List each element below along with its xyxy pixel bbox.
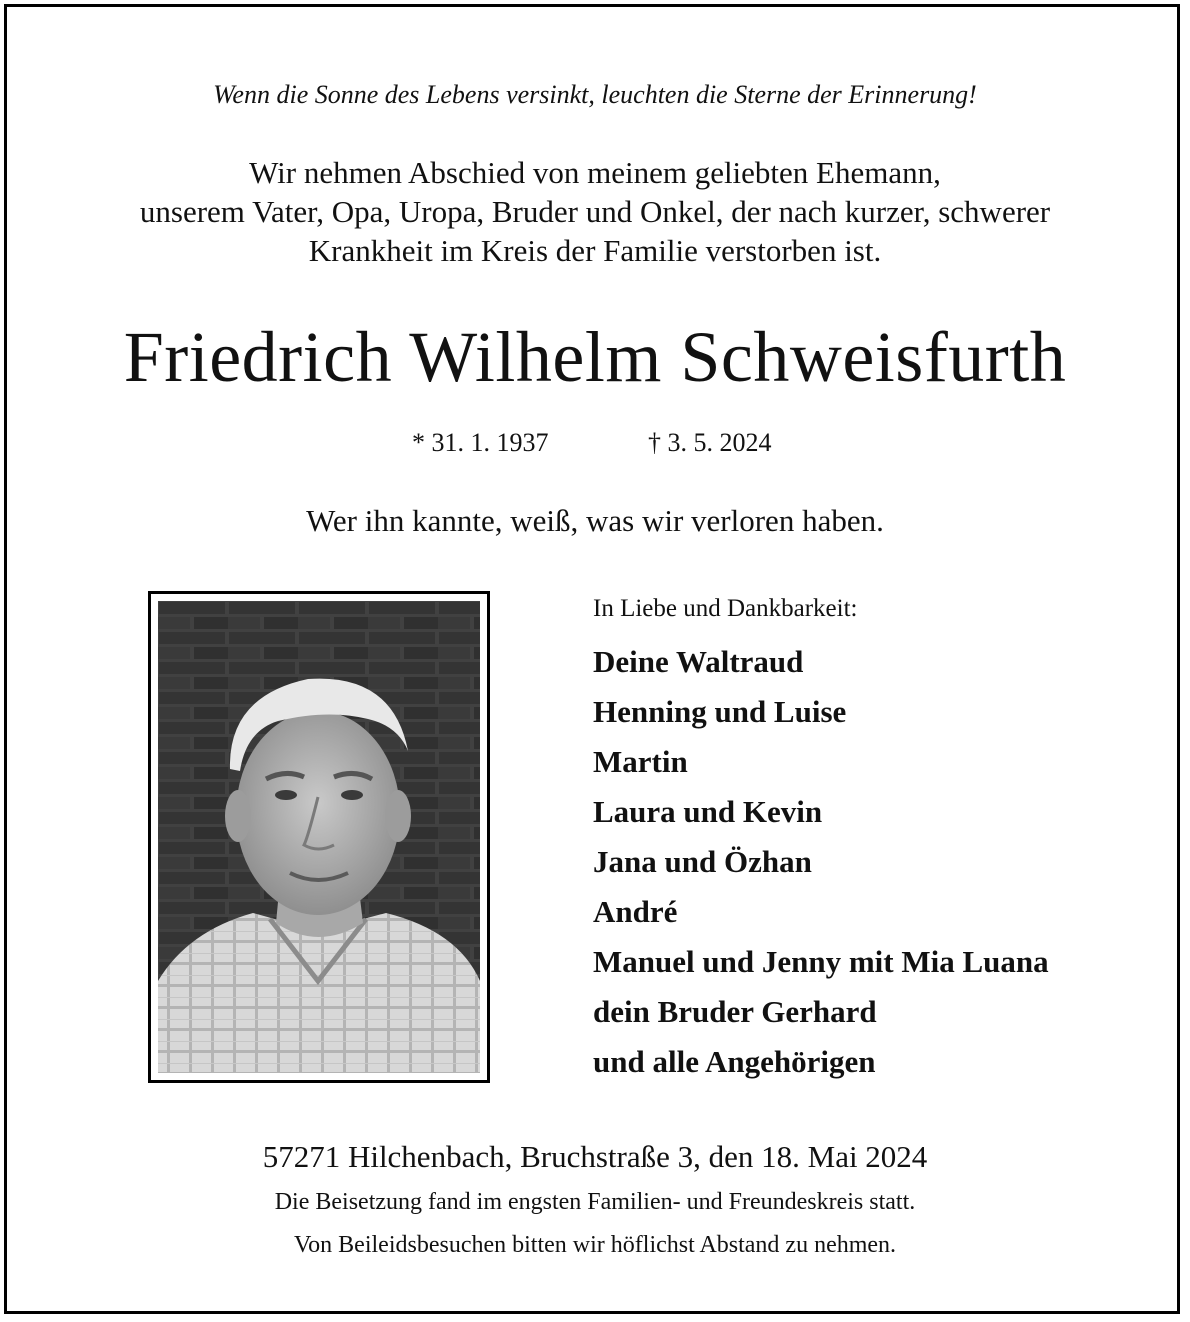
family-member: Martin — [593, 744, 688, 779]
family-member: André — [593, 894, 678, 929]
motto: Wenn die Sonne des Lebens versinkt, leuchten die Sterne der Erinnerung! — [213, 80, 977, 109]
portrait-frame — [148, 591, 490, 1083]
funeral-notice: Die Beisetzung fand im engsten Familien- und Freundeskreis statt. — [274, 1189, 916, 1215]
intro-line: unserem Vater, Opa, Uropa, Bruder und Onkel, der nach kurzer, schwerer — [139, 194, 1051, 229]
birth-date: * 31. 1. 1937 — [412, 428, 549, 457]
family-intro: In Liebe und Dankbarkeit: — [593, 595, 858, 622]
family-member: dein Bruder Gerhard — [593, 994, 877, 1029]
family-member: Laura und Kevin — [593, 794, 823, 829]
address-line: 57271 Hilchenbach, Bruchstraße 3, den 18. Mai 2024 — [262, 1139, 928, 1174]
intro-text — [0, 153, 1190, 270]
family-list — [593, 637, 1049, 1087]
family-member: und alle Angehörigen — [593, 1044, 876, 1079]
family-member: Deine Waltraud — [593, 644, 804, 679]
intro-line: Krankheit im Kreis der Familie verstorben ist. — [308, 233, 882, 268]
portrait-photo — [158, 601, 480, 1073]
family-member: Jana und Özhan — [593, 844, 812, 879]
intro-line: Wir nehmen Abschied von meinem geliebten Ehemann, — [249, 155, 941, 190]
deceased-name: Friedrich Wilhelm Schweisfurth — [123, 317, 1067, 397]
death-date: † 3. 5. 2024 — [648, 428, 772, 457]
memorial-quote: Wer ihn kannte, weiß, was wir verloren haben. — [306, 503, 884, 538]
family-member: Manuel und Jenny mit Mia Luana — [593, 944, 1049, 979]
family-member: Henning und Luise — [593, 694, 847, 729]
condolence-notice: Von Beileidsbesuchen bitten wir höflichst Abstand zu nehmen. — [293, 1232, 897, 1258]
family-block — [593, 595, 1049, 1087]
